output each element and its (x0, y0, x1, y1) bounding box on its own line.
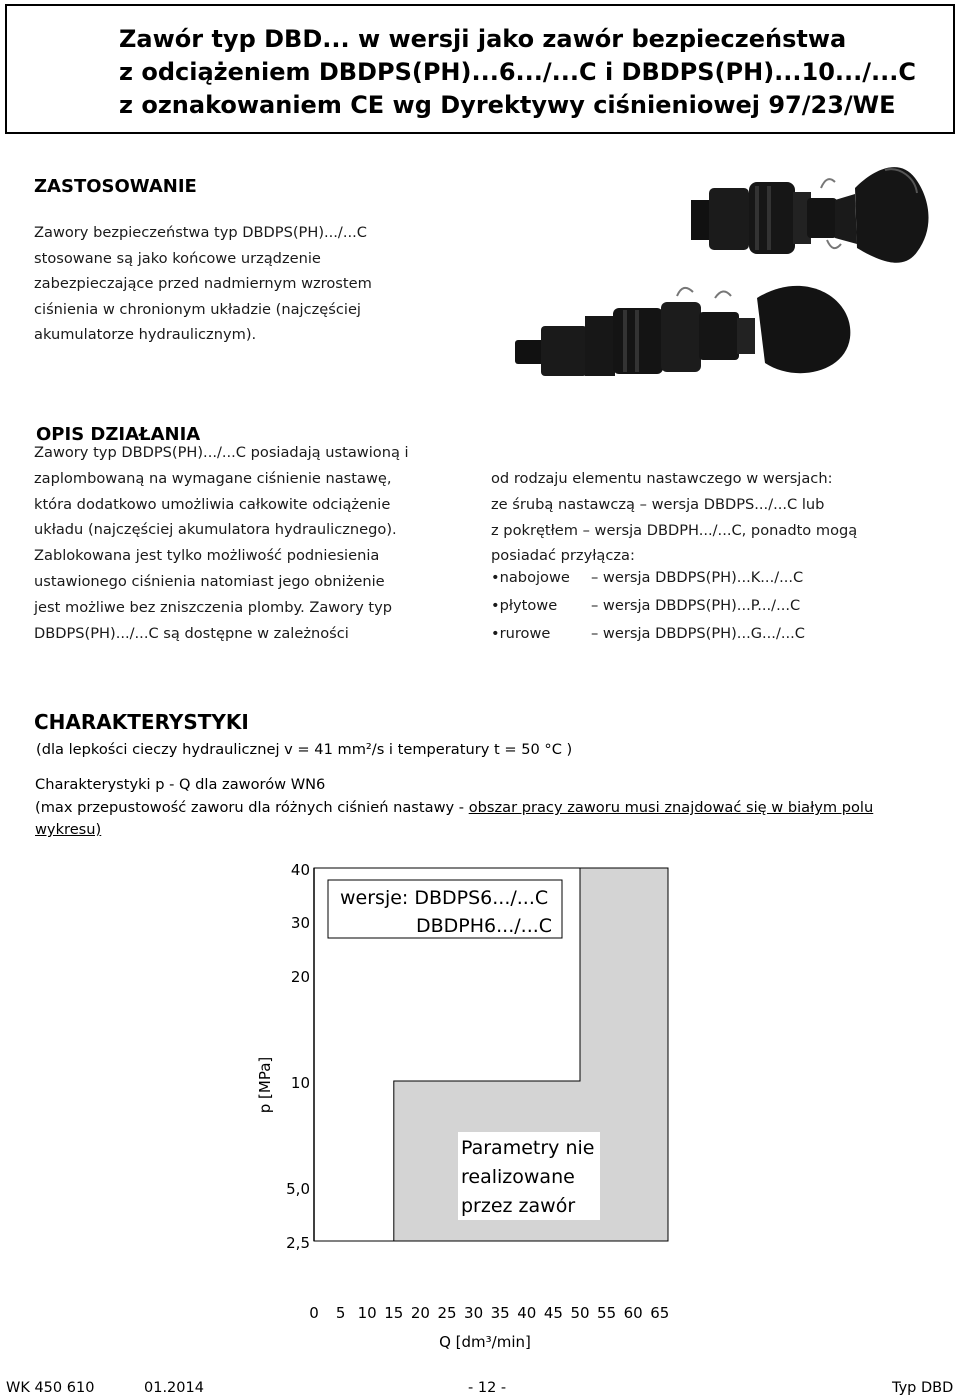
chart-x-tick-label: 65 (650, 1304, 670, 1322)
opis-left-paragraph (34, 440, 444, 646)
chart-y-tick-label: 40 (290, 861, 310, 879)
opis-line: DBDPS(PH).../...C są dostępne w zależności (34, 624, 349, 642)
chart-x-tick-label: 55 (597, 1304, 617, 1322)
opis-line: ustawionego ciśnienia natomiast jego obniżenie (34, 572, 385, 590)
opis-line: układu (najczęściej akumulatora hydraulicznego). (34, 521, 397, 539)
opis-line: Zawory typ DBDPS(PH).../...C posiadają ustawioną i (34, 444, 409, 461)
pq-chart (230, 850, 730, 1360)
chart-x-tick-label: 25 (437, 1304, 457, 1322)
chart-x-tick-label: 10 (357, 1304, 377, 1322)
opis-line: Zablokowana jest tylko możliwość podniesienia (34, 547, 380, 565)
list-item: •nabojowe – wersja DBDPS(PH)...K.../...C (491, 569, 804, 586)
opis-line: zaplombowaną na wymagane ciśnienie nastawę, (34, 469, 392, 487)
footer-product-type: Typ DBD (892, 1380, 954, 1396)
chart-y-tick-label: 10 (290, 1074, 310, 1092)
chart-annotation-line-3: przez zawór (461, 1195, 576, 1217)
footer-date: 01.2014 (144, 1380, 204, 1396)
chart-legend-box (328, 880, 562, 938)
opis-right-paragraph (491, 466, 901, 569)
chart-x-axis-label: Q [dm³/min] (439, 1333, 531, 1351)
footer-page-number: - 12 - (468, 1380, 507, 1396)
bullet: • (491, 569, 500, 586)
chart-x-tick-label: 60 (623, 1304, 643, 1322)
zastosowanie-line: Zawory bezpieczeństwa typ DBDPS(PH).../...C (34, 224, 367, 241)
chart-x-tick-label: 15 (384, 1304, 404, 1322)
opis-line: posiadać przyłącza: (491, 547, 635, 565)
zastosowanie-line: akumulatorze hydraulicznym). (34, 326, 257, 343)
section-heading-zastosowanie: ZASTOSOWANIE (34, 176, 197, 197)
title-box (5, 4, 955, 134)
zastosowanie-line: zabezpieczające przed nadmiernym wzrostem (34, 275, 372, 292)
list-item: •płytowe – wersja DBDPS(PH)...P.../...C (491, 597, 801, 614)
valve-product-photo (505, 148, 945, 378)
opis-line: jest możliwe bez zniszczenia plomby. Zawory typ (34, 598, 393, 616)
chart-y-tick-label: 2,5 (286, 1234, 310, 1252)
chart-x-tick-label: 5 (335, 1304, 346, 1322)
title-line-3: z oznakowaniem CE wg Dyrektywy ciśnieniowej 97/23/WE (119, 91, 896, 119)
section-heading-opis: OPIS DZIAŁANIA (36, 424, 201, 445)
bullet: • (491, 625, 500, 642)
chart-annotation-line-2: realizowane (461, 1166, 575, 1188)
chart-x-tick-label: 35 (490, 1304, 510, 1322)
opis-line: która dodatkowo umożliwia całkowite odciążenie (34, 495, 391, 513)
title-line-2: z odciążeniem DBDPS(PH)...6.../...C i DBDPS(PH)...10.../...C (119, 58, 916, 86)
chart-annotation-line-1: Parametry nie (461, 1137, 595, 1159)
conditions-text: (dla lepkości cieczy hydraulicznej v = 41 mm²/s i temperatury t = 50 °C ) (36, 741, 573, 758)
footer-doc-id: WK 450 610 (6, 1380, 95, 1396)
chart-note-line-1: (max przepustowość zaworu dla różnych ciśnień nastawy - obszar pracy zaworu musi znajdować się w białym polu (35, 799, 874, 816)
chart-annotation (458, 1132, 600, 1220)
chart-subheading: Charakterystyki p - Q dla zaworów WN6 (35, 776, 326, 793)
chart-x-tick-label: 20 (410, 1304, 430, 1322)
chart-x-tick-label: 30 (464, 1304, 484, 1322)
zastosowanie-paragraph (34, 220, 434, 348)
zastosowanie-line: stosowane są jako końcowe urządzenie (34, 249, 321, 267)
valve-with-knob-image (691, 167, 929, 263)
chart-x-tick-label: 0 (309, 1304, 319, 1322)
chart-y-axis-label: p [MPa] (256, 1056, 274, 1114)
list-item: •rurowe – wersja DBDPS(PH)...G.../...C (491, 625, 805, 642)
chart-y-tick-label: 30 (290, 914, 310, 932)
title-line-1: Zawór typ DBD... w wersji jako zawór bezpieczeństwa (119, 25, 847, 53)
chart-legend-line-1: wersje: DBDPS6.../...C (340, 887, 549, 909)
section-heading-charakterystyki: CHARAKTERYSTYKI (34, 710, 249, 734)
chart-note-line-2: wykresu) (35, 821, 102, 838)
valve-with-cap-image (515, 286, 850, 376)
chart-x-tick-label: 50 (570, 1304, 590, 1322)
chart-legend-line-2: DBDPH6.../...C (416, 915, 553, 937)
chart-x-tick-label: 40 (517, 1304, 537, 1322)
opis-line: od rodzaju elementu nastawczego w wersjach: (491, 470, 833, 487)
chart-x-tick-label: 45 (543, 1304, 563, 1322)
opis-line: z pokrętłem – wersja DBDPH.../...C, ponadto mogą (491, 521, 858, 539)
bullet: • (491, 597, 500, 614)
chart-y-tick-label: 5,0 (286, 1180, 310, 1198)
chart-y-tick-label: 20 (290, 968, 310, 986)
opis-line: ze śrubą nastawczą – wersja DBDPS.../...C lub (491, 495, 825, 513)
zastosowanie-line: ciśnienia w chronionym układzie (najczęściej (34, 300, 361, 318)
